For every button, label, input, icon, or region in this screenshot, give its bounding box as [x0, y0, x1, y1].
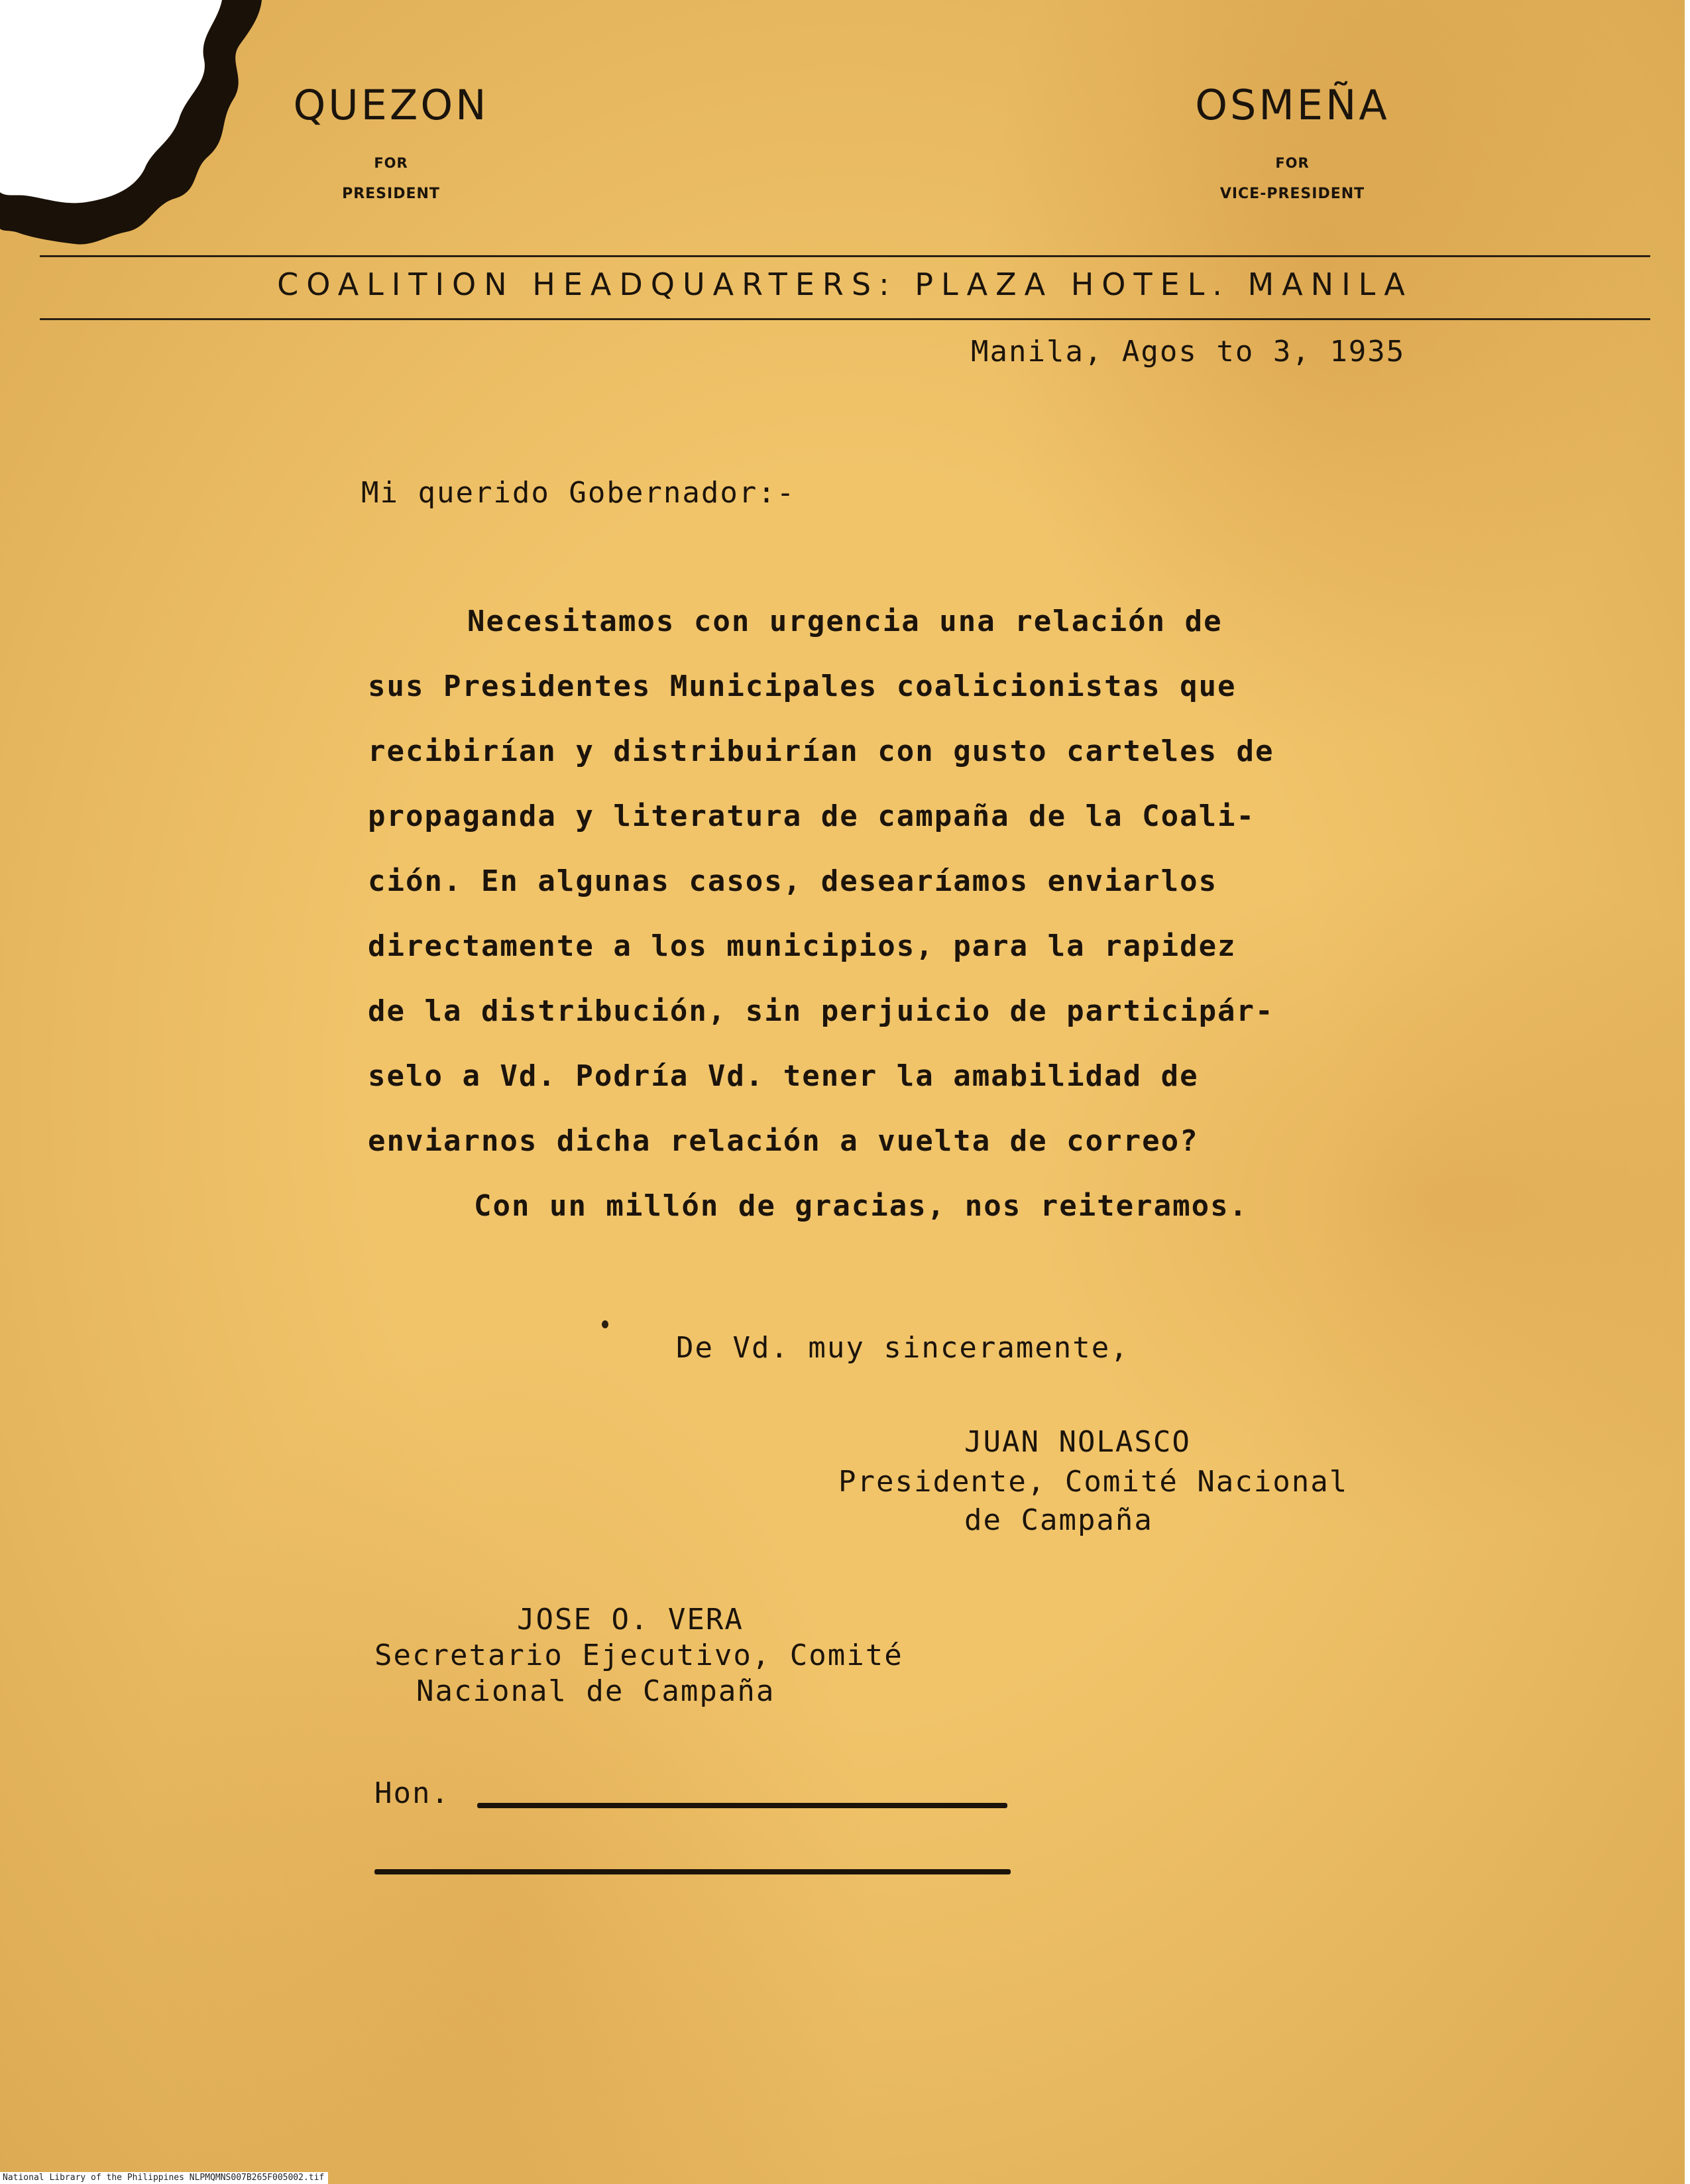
scan-footer: National Library of the Philippines NLPMQMNS007B265F005002.tif: [0, 2172, 328, 2184]
body-line: selo a Vd. Podría Vd. tener la amabilidad de: [368, 1059, 1199, 1093]
quezon-name: QUEZON: [293, 81, 489, 129]
body-line: Con un millón de gracias, nos reiteramos.: [474, 1189, 1249, 1223]
letterhead-rule-top: [40, 255, 1650, 257]
salutation: Mi querido Gobernador:-: [361, 476, 796, 510]
osmena-for: FOR: [1275, 155, 1310, 171]
body-line: propaganda y literatura de campaña de la Coali-: [368, 799, 1256, 833]
addressee-blank-line-1: [477, 1803, 1007, 1808]
osmena-name: OSMEÑA: [1195, 81, 1390, 129]
body-line: de la distribución, sin perjuicio de participár-: [368, 994, 1274, 1028]
letterhead-quezon: [252, 81, 530, 202]
letterhead-rule-bottom: [40, 318, 1650, 320]
signer-2-title-2: Nacional de Campaña: [416, 1674, 775, 1708]
signer-2-title: Secretario Ejecutivo, Comité: [374, 1638, 903, 1672]
ink-speck: [602, 1320, 608, 1328]
body-line: ción. En algunas casos, desearíamos enviarlos: [368, 864, 1218, 898]
osmena-office: VICE-PRESIDENT: [1219, 186, 1365, 202]
burn-damage: [0, 0, 278, 252]
headquarters-line: COALITION HEADQUARTERS: PLAZA HOTEL. MANILA: [277, 266, 1413, 302]
closing: De Vd. muy sinceramente,: [676, 1331, 1129, 1365]
signer-2-name: JOSE O. VERA: [517, 1603, 744, 1637]
signer-1-title-2: de Campaña: [964, 1503, 1153, 1537]
body-line: sus Presidentes Municipales coalicionistas que: [368, 669, 1237, 703]
quezon-office: PRESIDENT: [342, 186, 440, 202]
body-line: directamente a los municipios, para la rapidez: [368, 929, 1237, 963]
body-line: Necesitamos con urgencia una relación de: [467, 604, 1223, 638]
body-line: enviarnos dicha relación a vuelta de correo?: [368, 1124, 1199, 1158]
letterhead-osmena: [1153, 81, 1432, 202]
quezon-for: FOR: [374, 155, 408, 171]
addressee-prefix: Hon.: [374, 1776, 450, 1810]
signer-1-title: Presidente, Comité Nacional: [838, 1465, 1349, 1499]
signer-1-name: JUAN NOLASCO: [964, 1425, 1191, 1459]
scan-edge: [1685, 0, 1690, 2184]
addressee-blank-line-2: [374, 1869, 1011, 1874]
letter-date: Manila, Agos to 3, 1935: [971, 335, 1406, 369]
body-line: recibirían y distribuirían con gusto carteles de: [368, 734, 1274, 768]
